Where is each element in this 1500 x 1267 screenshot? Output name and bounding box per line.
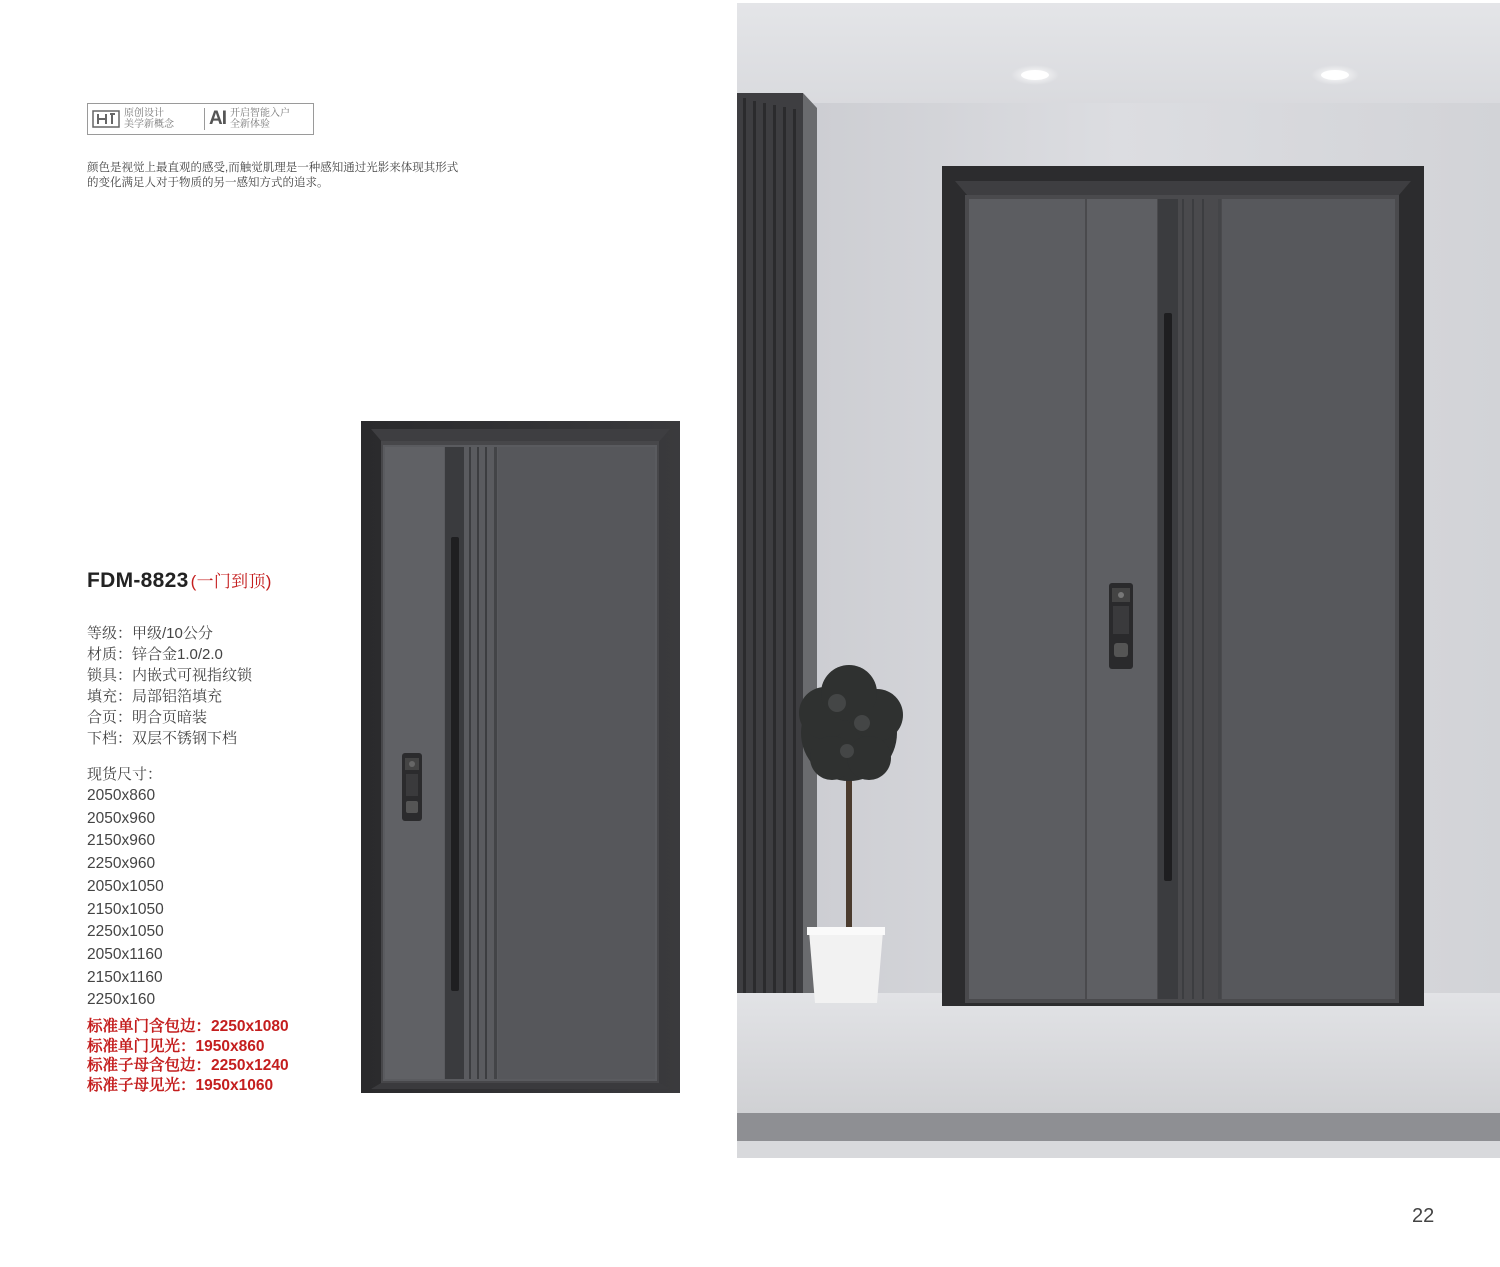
size-item: 2250x1050 [87, 923, 164, 941]
badge-design-line2: 美学新概念 [124, 119, 174, 130]
standard-single-with-trim: 标准单门含包边：2250x1080 [87, 1018, 289, 1035]
size-item: 2250x160 [87, 991, 156, 1009]
spec-material: 材质：锌合金1.0/2.0 [87, 646, 223, 663]
spec-hinge: 合页：明合页暗装 [87, 709, 208, 726]
spec-bottom: 下档：双层不锈钢下档 [87, 730, 238, 747]
ai-logo: AI [209, 108, 226, 129]
spec-list [87, 623, 252, 749]
size-item: 2150x1050 [87, 900, 164, 918]
size-item: 2050x860 [87, 787, 156, 804]
badge-smart-line2: 全新体验 [230, 119, 270, 130]
spec-grade: 等级：甲级/10公分 [87, 625, 213, 642]
intro-paragraph [87, 161, 507, 190]
entrance-scene-image [737, 3, 1500, 1158]
sizes-title: 现货尺寸： [87, 766, 163, 783]
size-item: 2050x1050 [87, 877, 164, 895]
brand-badge [87, 103, 314, 135]
badge-smart [204, 108, 313, 130]
size-item: 2050x1160 [87, 945, 163, 963]
spec-filling: 填充：局部铝箔填充 [87, 688, 223, 705]
badge-smart-line1: 开启智能入户 [230, 108, 290, 119]
size-item: 2150x960 [87, 832, 156, 850]
size-list [87, 785, 164, 1012]
size-item: 2150x1160 [87, 968, 163, 986]
size-item: 2050x960 [87, 809, 156, 827]
intro-line-1: 颜色是视觉上最直观的感受,而触觉肌理是一种感知通过光影来体现其形式 [87, 162, 459, 174]
badge-design [88, 104, 204, 134]
standard-sizes [87, 1017, 289, 1095]
model-subtitle: (一门到顶) [190, 572, 272, 591]
size-item: 2250x960 [87, 855, 156, 873]
model-number: FDM-8823 [87, 569, 189, 592]
design-logo-icon [92, 109, 120, 129]
single-door-image [361, 421, 680, 1093]
model-title [87, 567, 272, 593]
spec-lock: 锁具：内嵌式可视指纹锁 [87, 667, 253, 684]
standard-double-visible: 标准子母见光：1950x1060 [87, 1076, 274, 1094]
page-number: 22 [1412, 1205, 1435, 1227]
intro-line-2: 的变化满足人对于物质的另一感知方式的追求。 [87, 176, 329, 189]
standard-single-visible: 标准单门见光：1950x860 [87, 1037, 265, 1055]
badge-design-line1: 原创设计 [124, 108, 164, 119]
standard-double-with-trim: 标准子母含包边：2250x1240 [87, 1057, 289, 1075]
